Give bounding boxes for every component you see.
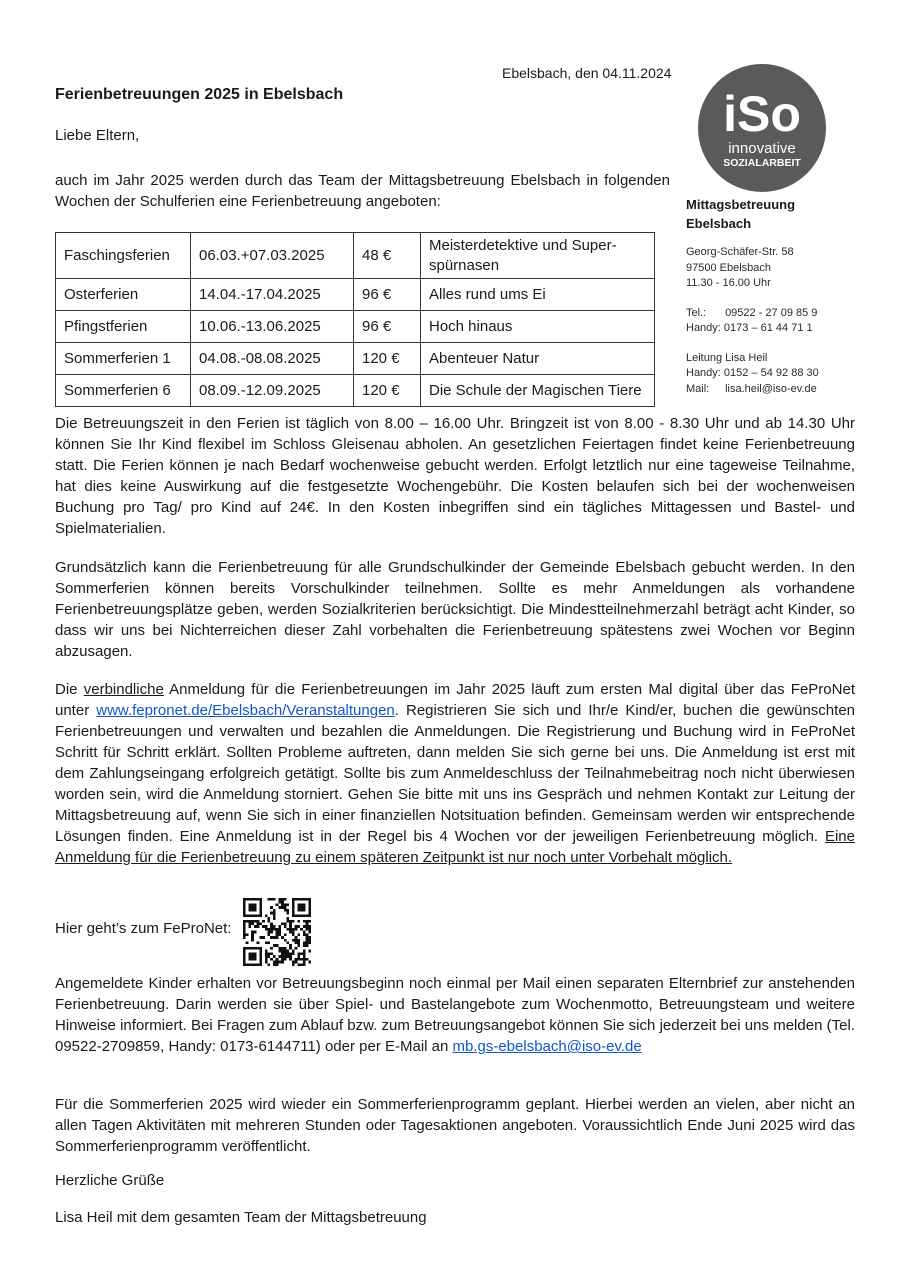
org-name-line2: Ebelsbach — [686, 216, 752, 231]
schedule-table — [55, 232, 655, 407]
letter-date: Ebelsbach, den 04.11.2024 — [502, 65, 672, 81]
holiday-cell: Faschingsferien — [56, 233, 191, 279]
qr-code-icon[interactable] — [243, 898, 311, 966]
table-row — [56, 233, 655, 279]
mail-row — [686, 382, 856, 398]
paragraph-eligibility: Grundsätzlich kann die Ferienbetreuung für alle Grundschulkinder der Gemeinde Ebelsbach gebucht werden. In den Sommerferien können bereits Vorschulkinder teilnehmen. Sollte es mehr Anmeldungen als vorhandene Ferienbetreuungsplätze geben, werden Sozialkriterien berücksichtigt. Die Mindestteilnehmerzahl beträgt acht Kinder, so dass wir uns bei Nichterreichen dieser Zahl vorbehalten die Ferienbetreuung spätestens zwei Wochen vor Beginn abzusagen. — [55, 559, 855, 660]
table-row — [56, 343, 655, 375]
contact-sidebar — [686, 195, 856, 411]
table-row — [56, 375, 655, 407]
table-row — [56, 279, 655, 311]
holiday-cell: Pfingstferien — [56, 311, 191, 343]
paragraph-times: Die Betreuungszeit in den Ferien ist täglich von 8.00 – 16.00 Uhr. Bringzeit ist von 8.00 - 8.30 Uhr und ab 14.30 Uhr können Sie Ihr Kind flexibel im Schloss Gleisenau abholen. An gesetzlichen Feiertagen findet keine Ferienbetreuung statt. Die Ferien können je nach Bedarf wochenweise gebucht werden. Erfolgt letztlich nur eine tageweise Teilnahme, hat dies keine Auswirkung auf die festgesetzte Wochengebühr. Die Kosten belaufen sich bei der wochenweisen Buchung pro Tag/ pro Kind auf 24€. In den Kosten inbegriffen sind ein tägliches Mittagessen und Bastel- und Spielmaterialien. — [55, 415, 855, 537]
price-cell: 120 € — [354, 343, 421, 375]
qr-label: Hier geht’s zum FeProNet: — [55, 920, 232, 937]
fepronet-link[interactable]: www.fepronet.de/Ebelsbach/Veranstaltungen — [96, 702, 395, 719]
leitung-name: Leitung Lisa Heil — [686, 351, 768, 364]
org-name — [686, 195, 856, 233]
dates-cell: 06.03.+07.03.2025 — [191, 233, 354, 279]
closing-greeting: Herzliche Grüße — [55, 1172, 165, 1189]
paragraph-registration — [55, 679, 855, 868]
leitung-handy-row — [686, 366, 856, 382]
email-link[interactable]: mb.gs-ebelsbach@iso-ev.de — [452, 1038, 642, 1055]
tel-value: 09522 - 27 09 85 9 — [725, 306, 818, 319]
tel-row — [686, 306, 856, 322]
price-cell: 96 € — [354, 279, 421, 311]
leitung-handy-value: 0152 – 54 92 88 30 — [723, 367, 819, 379]
handy-label: Handy: — [686, 322, 721, 334]
paragraph-contact — [55, 973, 855, 1057]
motto-cell: Alles rund ums Ei — [421, 279, 655, 311]
dates-cell: 10.06.-13.06.2025 — [191, 311, 354, 343]
signature: Lisa Heil mit dem gesamten Team der Mittagsbetreuung — [55, 1209, 427, 1226]
leitung-block — [686, 351, 856, 398]
price-cell: 96 € — [354, 311, 421, 343]
dates-cell: 14.04.-17.04.2025 — [191, 279, 354, 311]
motto-cell: Die Schule der Magischen Tiere — [421, 375, 655, 407]
verbindliche-underlined: verbindliche — [83, 681, 164, 698]
motto-cell: Hoch hinaus — [421, 311, 655, 343]
holiday-cell: Sommerferien 6 — [56, 375, 191, 407]
logo-text-line2: SOZIALARBEIT — [723, 157, 801, 169]
tel-label: Tel.: — [686, 306, 707, 319]
mail-value: lisa.heil@iso-ev.de — [725, 382, 817, 395]
dates-cell: 08.09.-12.09.2025 — [191, 375, 354, 407]
handy-value: 0173 – 61 44 71 1 — [723, 322, 813, 334]
price-cell: 120 € — [354, 375, 421, 407]
opening-hours: 11.30 - 16.00 Uhr — [686, 277, 771, 289]
p3-text-b: Anmeldung für die Ferienbetreuungen im Jahr 2025 läuft zum ersten Mal digital über das FeProNet unter — [55, 681, 855, 719]
motto-cell: Meisterdetektive und Super-spürnasen — [421, 233, 655, 279]
phone-block — [686, 306, 856, 337]
p3-text-a: Die — [55, 681, 84, 698]
intro-paragraph: auch im Jahr 2025 werden durch das Team der Mittagsbetreuung Ebelsbach in folgenden Wochen der Schulferien eine Ferienbetreuung angeboten: — [55, 172, 670, 210]
address-block — [686, 245, 856, 292]
greeting: Liebe Eltern, — [55, 127, 140, 144]
street: Georg-Schäfer-Str. 58 — [686, 246, 794, 258]
leitung-handy-label: Handy: — [686, 367, 721, 379]
motto-cell: Abenteuer Natur — [421, 343, 655, 375]
holiday-cell: Sommerferien 1 — [56, 343, 191, 375]
city: 97500 Ebelsbach — [686, 261, 772, 274]
table-row — [56, 311, 655, 343]
logo-text-big: iSo — [723, 86, 801, 142]
late-registration-note: Eine Anmeldung für die Ferienbetreuung zu einem späteren Zeitpunkt ist nur noch unter Vorbehalt möglich. — [55, 828, 855, 866]
iso-logo — [697, 63, 827, 193]
org-name-line1: Mittagsbetreuung — [686, 197, 796, 212]
p4-text: Angemeldete Kinder erhalten vor Betreuungsbeginn noch einmal per Mail einen separaten Elternbrief zur anstehenden Ferienbetreuung. Darin werden sie über Spiel- und Bastelangebote zum Wochenmotto, Betreuungsteam und weitere Hinweise informiert. Bei Fragen zum Ablauf bzw. zum Betreuungsangebot können Sie sich jederzeit bei uns melden (Tel. 09522-2709859, Handy: 0173-6144711) oder per E-Mail an — [55, 975, 855, 1055]
p3-text-c: . Registrieren Sie sich und Ihr/e Kind/er, buchen die gewünschten Ferienbetreuungen und verwalten und bezahlen die Anmeldungen. Die Registrierung und Buchung wird in FeProNet Schritt für Schritt erklärt. Sollten Probleme auftreten, dann melden Sie sich gerne bei uns. Die Anmeldung ist erst mit dem Zahlungseingang erfolgreich getätigt. Sollte bis zum Anmeldeschluss der Teilnahmebeitrag noch nicht überwiesen worden sein, wird die Anmeldung storniert. Gehen Sie bitte mit uns ins Gespräch und nehmen Kontakt zur Leitung der Mittagsbetreuung auf, wenn Sie sich in einer finanziellen Notsituation befinden. Gemeinsam werden wir entsprechende Lösungen finden. Eine Anmeldung ist in der Regel bis 4 Wochen vor der jeweiligen Ferienbetreuung möglich. — [55, 702, 856, 845]
paragraph-summer-program: Für die Sommerferien 2025 wird wieder ein Sommerferienprogramm geplant. Hierbei werden an vielen, aber nicht an allen Tagen Aktivitäten mit mehreren Stunden oder Tagesaktionen angeboten. Voraussichtlich Ende Juni 2025 wird das Sommerferienprogramm veröffentlicht. — [55, 1096, 855, 1155]
handy-row — [686, 321, 856, 337]
letter-title: Ferienbetreuungen 2025 in Ebelsbach — [55, 86, 344, 103]
dates-cell: 04.08.-08.08.2025 — [191, 343, 354, 375]
logo-text-line1: innovative — [728, 140, 796, 157]
holiday-cell: Osterferien — [56, 279, 191, 311]
price-cell: 48 € — [354, 233, 421, 279]
mail-label: Mail: — [686, 382, 710, 395]
